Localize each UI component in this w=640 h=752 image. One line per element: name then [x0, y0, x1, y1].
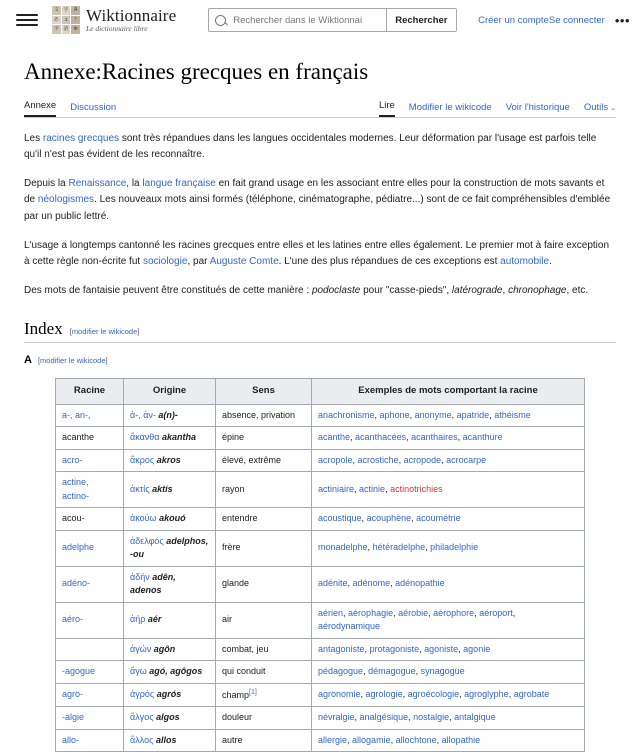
- table-row: [56, 661, 585, 684]
- cell-origine: [124, 508, 216, 531]
- greek-origin-link[interactable]: ἄκανθα: [130, 432, 160, 442]
- text-fragment: . Les nouveaux mots ainsi formés (téléphone, cinématographe, pédiatre...) sont de ce fait compréhensibles d'emblée par un public lettré.: [24, 194, 611, 222]
- cell-racine: [56, 661, 124, 684]
- example-link[interactable]: athéisme: [494, 409, 531, 420]
- greek-origin-link[interactable]: ἀδελφός: [130, 535, 164, 546]
- cell-racine: [56, 707, 124, 730]
- link-auguste-comte[interactable]: Auguste Comte: [209, 255, 279, 267]
- italic-laterograde: latérograde: [451, 285, 503, 297]
- tab-outils[interactable]: [584, 103, 616, 117]
- edit-section-link[interactable]: [70, 327, 140, 336]
- text-fragment: Les: [24, 132, 43, 144]
- header-user-links: [478, 14, 630, 27]
- cell-sens: [216, 472, 312, 508]
- logo-tile-glyph: A: [71, 6, 80, 15]
- text-fragment: ,: [502, 285, 509, 297]
- cell-origine: [124, 404, 216, 427]
- wiktionary-logo-icon: [52, 6, 80, 34]
- cell-sens: [216, 404, 312, 427]
- link-automobile[interactable]: automobile: [500, 255, 550, 267]
- intro-paragraph-2: [24, 176, 616, 225]
- example-link[interactable]: acrostiche: [357, 454, 399, 465]
- cell-racine: [56, 427, 124, 450]
- example-link[interactable]: apatride: [456, 409, 490, 420]
- namespace-tabs-bar: [24, 96, 616, 118]
- cell-sens: [216, 602, 312, 638]
- logo-tile-glyph: 字: [63, 7, 69, 13]
- example-link[interactable]: agroglyphe: [464, 689, 509, 699]
- racine-link[interactable]: -agogue: [62, 666, 96, 676]
- example-link[interactable]: synagogue: [420, 666, 465, 676]
- table-row: [56, 602, 585, 638]
- sens-text: absence, privation: [222, 409, 296, 420]
- tab-annexe[interactable]: Annexe: [24, 101, 56, 117]
- example-link[interactable]: analgésique: [359, 712, 409, 722]
- table-row: [56, 638, 585, 661]
- view-tabs: [379, 96, 616, 117]
- tab-modifier-le-wikicode[interactable]: Modifier le wikicode: [408, 102, 492, 114]
- table-row: [56, 530, 585, 566]
- table-row: [56, 566, 585, 602]
- link-renaissance[interactable]: Renaissance: [68, 178, 127, 190]
- cell-sens: [216, 707, 312, 730]
- cell-exemples: aérien, aérophagie, aérobie, aérophore, aéroport, aérodynamique: [312, 602, 585, 638]
- cell-origine: [124, 566, 216, 602]
- racine-text: acou-: [62, 513, 85, 523]
- racine-link[interactable]: actine, actino-: [62, 477, 90, 501]
- edit-subsection-link[interactable]: [38, 356, 108, 365]
- table-row: [56, 508, 585, 531]
- edit-subsection-label: modifier le wikicode: [40, 356, 106, 366]
- racine-link[interactable]: adéno-: [62, 578, 91, 589]
- text-fragment: .: [549, 255, 552, 267]
- column-header-sens: Sens: [216, 379, 312, 404]
- intro-paragraph-1: [24, 131, 616, 163]
- sens-text: douleur: [222, 712, 253, 722]
- racine-link[interactable]: adelphe: [62, 542, 95, 553]
- cell-exemples: acanthe, acanthacées, acanthaires, acanthure: [312, 427, 585, 450]
- sens-text: rayon: [222, 483, 245, 494]
- example-link[interactable]: antagoniste: [318, 643, 365, 654]
- text-fragment: L'usage a longtemps cantonné les racines grecques entre elles et les latines entre elles également. Le premier mot à faire exception à cette règle non-écrite fut: [24, 239, 610, 267]
- table-row: [56, 683, 585, 707]
- example-link[interactable]: actiniaire: [318, 483, 355, 494]
- cell-sens: [216, 661, 312, 684]
- cell-racine: [56, 638, 124, 661]
- subsection-heading-text: A: [24, 354, 32, 367]
- cell-racine: [56, 472, 124, 508]
- example-link[interactable]: agonie: [463, 643, 491, 654]
- greek-origin-link[interactable]: ἄλγος: [130, 712, 154, 722]
- example-link[interactable]: aérobie: [398, 607, 429, 618]
- column-header-origine: Origine: [124, 379, 216, 404]
- cell-racine: [56, 530, 124, 566]
- cell-origine: [124, 707, 216, 730]
- transliteration-text: a(n)-: [158, 409, 178, 420]
- table-row: [56, 707, 585, 730]
- sens-text: glande: [222, 578, 250, 589]
- example-link[interactable]: aéroport: [479, 607, 513, 618]
- example-link[interactable]: acanthacées: [355, 432, 407, 442]
- example-link[interactable]: agrologie: [365, 689, 403, 699]
- example-link[interactable]: acoumétrie: [416, 513, 461, 523]
- cell-exemples: allergie, allogamie, allochtone, allopathie: [312, 729, 585, 752]
- intro-paragraph-3: [24, 238, 616, 270]
- cell-origine: [124, 602, 216, 638]
- racine-link[interactable]: agro-: [62, 689, 84, 699]
- cell-origine: [124, 661, 216, 684]
- example-link[interactable]: acanthure: [462, 432, 503, 442]
- example-link[interactable]: agrobate: [513, 689, 550, 699]
- cell-racine: [56, 729, 124, 752]
- text-fragment: , etc.: [566, 285, 589, 297]
- cell-origine: [124, 449, 216, 472]
- greek-origin-link[interactable]: ἀ-, ἀν-: [130, 409, 156, 420]
- example-link[interactable]: acropole: [318, 454, 353, 465]
- link-sociologie[interactable]: sociologie: [142, 255, 188, 267]
- transliteration-text: aktís: [152, 483, 173, 494]
- sens-text: qui conduit: [222, 666, 266, 676]
- transliteration-text: agrós: [156, 689, 182, 699]
- transliteration-text: akros: [156, 454, 181, 465]
- cell-exemples: pédagogue, démagogue, synagogue: [312, 661, 585, 684]
- transliteration-text: algos: [156, 712, 180, 722]
- sens-text: champ: [222, 689, 250, 700]
- text-fragment: Depuis la: [24, 178, 69, 190]
- racine-link[interactable]: -algie: [62, 712, 85, 722]
- example-link[interactable]: allergie: [318, 734, 348, 745]
- cell-exemples: anachronisme, aphone, anonyme, apatride, athéisme: [312, 404, 585, 427]
- text-fragment: pour "casse-pieds",: [360, 285, 452, 297]
- login-link[interactable]: Se connecter: [548, 14, 605, 26]
- bracket-open: [: [37, 356, 41, 366]
- cell-sens: [216, 566, 312, 602]
- link-langue-francaise[interactable]: langue française: [142, 178, 216, 190]
- example-link[interactable]: protagoniste: [369, 643, 420, 654]
- greek-origin-link[interactable]: ἀκούω: [130, 513, 157, 523]
- example-link[interactable]: aérien: [318, 607, 344, 618]
- greek-origin-link[interactable]: ἀγρός: [130, 689, 155, 699]
- example-link[interactable]: acrocarpe: [446, 454, 487, 465]
- tab-lire[interactable]: Lire: [379, 101, 395, 117]
- search-icon: [215, 15, 226, 26]
- example-link[interactable]: agoniste: [424, 643, 459, 654]
- link-neologismes[interactable]: néologismes: [37, 194, 95, 206]
- table-row: [56, 472, 585, 508]
- cell-exemples: acoustique, acouphène, acoumétrie: [312, 508, 585, 531]
- transliteration-text: akouó: [159, 513, 186, 523]
- cell-racine: [56, 602, 124, 638]
- page-title: Annexe:Racines grecques en français: [24, 59, 369, 84]
- example-link[interactable]: adénome: [352, 578, 391, 589]
- transliteration-text: adelphos, -ou: [130, 535, 209, 559]
- greek-origin-link[interactable]: ἀήρ: [130, 614, 146, 625]
- chevron-down-icon: ⌄: [610, 105, 616, 113]
- cell-racine: [56, 508, 124, 531]
- cell-origine: [124, 638, 216, 661]
- logo-tile-glyph: あ: [53, 16, 59, 23]
- link-racines-grecques[interactable]: racines grecques: [42, 132, 120, 144]
- cell-sens: [216, 449, 312, 472]
- racine-link[interactable]: allo-: [62, 734, 80, 745]
- table-body: [56, 404, 585, 752]
- table-row: [56, 449, 585, 472]
- bracket-open: [: [69, 327, 72, 337]
- tab-discussion[interactable]: Discussion: [70, 102, 117, 114]
- example-link[interactable]: agronomie: [318, 689, 361, 699]
- racines-table: [55, 378, 585, 752]
- sens-text: air: [222, 614, 233, 625]
- edit-section-label: modifier le wikicode: [71, 327, 138, 337]
- greek-origin-link[interactable]: ἄγω: [130, 666, 147, 676]
- racine-link[interactable]: a-, an-,: [62, 409, 91, 420]
- brand-text: [86, 7, 176, 34]
- namespace-tabs: [24, 96, 116, 117]
- text-fragment: en fait grand usage en les associant entre elles pour la construction de mots savants et de: [24, 178, 605, 206]
- logo-tile-glyph: 字: [53, 26, 59, 33]
- column-header-exemples: Exemples de mots comportant la racine: [312, 379, 585, 404]
- cell-exemples: agronomie, agrologie, agroécologie, agroglyphe, agrobate: [312, 683, 585, 707]
- table-row: [56, 427, 585, 450]
- sens-text: entendre: [222, 513, 258, 523]
- greek-origin-link[interactable]: ἄκρος: [130, 454, 155, 465]
- page-content: [0, 58, 640, 752]
- sens-text: épine: [222, 432, 245, 442]
- transliteration-text: akantha: [162, 432, 197, 442]
- text-fragment: Des mots de fantaisie peuvent être constitués de cette manière :: [24, 285, 312, 297]
- cell-sens: [216, 683, 312, 707]
- greek-origin-link[interactable]: ἄλλος: [130, 734, 154, 745]
- example-link[interactable]: adénite: [318, 578, 348, 589]
- greek-origin-link[interactable]: ἀκτίς: [130, 483, 150, 494]
- brand-subtitle: Le dictionnaire libre: [86, 24, 148, 34]
- greek-origin-link[interactable]: ἀγών: [130, 643, 152, 654]
- logo-tile-glyph: 文: [53, 7, 59, 13]
- cell-origine: [124, 427, 216, 450]
- example-link[interactable]: actinie: [359, 483, 386, 494]
- subsection-heading-a: [24, 354, 616, 366]
- tab-outils-label: Outils: [583, 102, 609, 114]
- reference-marker[interactable]: [1]: [249, 688, 257, 696]
- cell-sens: [216, 638, 312, 661]
- cell-exemples: adénite, adénome, adénopathie: [312, 566, 585, 602]
- table-head: [56, 379, 585, 404]
- italic-chronophage: chronophage: [508, 285, 567, 297]
- example-link[interactable]: allogamie: [352, 734, 391, 745]
- intro-paragraph-4: [24, 283, 616, 299]
- example-link[interactable]: aphone: [379, 409, 410, 420]
- transliteration-text: aér: [147, 614, 162, 625]
- example-link[interactable]: aérophagie: [348, 607, 394, 618]
- sens-text: autre: [222, 734, 243, 745]
- more-options-icon[interactable]: •••: [614, 12, 630, 28]
- cell-exemples: névralgie, analgésique, nostalgie, antalgique: [312, 707, 585, 730]
- search-input[interactable]: [231, 14, 380, 27]
- cell-sens: [216, 530, 312, 566]
- cell-racine: [56, 404, 124, 427]
- racine-link[interactable]: aéro-: [62, 614, 84, 625]
- example-link[interactable]: agroécologie: [407, 689, 460, 699]
- column-header-racine: Racine: [56, 379, 124, 404]
- cell-exemples: antagoniste, protagoniste, agoniste, agonie: [312, 638, 585, 661]
- table-row: [56, 729, 585, 752]
- example-link[interactable]: acanthe: [318, 432, 351, 442]
- section-heading-text: Index: [24, 319, 63, 339]
- example-red-link[interactable]: actinotrichies: [390, 483, 443, 494]
- logo-tile-glyph: 語: [63, 26, 69, 33]
- example-link[interactable]: aérodynamique: [318, 621, 381, 631]
- example-link[interactable]: anachronisme: [318, 409, 375, 420]
- logo-tile-glyph: क: [71, 25, 80, 34]
- example-link[interactable]: anonyme: [414, 409, 452, 420]
- cell-racine: [56, 683, 124, 707]
- cell-sens: [216, 427, 312, 450]
- table-row: [56, 404, 585, 427]
- example-link[interactable]: hétéradelphe: [372, 542, 426, 553]
- example-link[interactable]: monadelphe: [318, 542, 368, 553]
- cell-exemples: monadelphe, hétéradelphe, philadelphie: [312, 530, 585, 566]
- text-fragment: . L'une des plus répandues de ces exceptions est: [278, 255, 501, 267]
- hamburger-icon[interactable]: [16, 9, 38, 31]
- example-link[interactable]: démagogue: [368, 666, 416, 676]
- logo-tile-glyph: ב: [62, 16, 71, 25]
- cell-origine: [124, 683, 216, 707]
- logo-tile-glyph: ᛉ: [71, 16, 80, 25]
- text-fragment: , par: [187, 255, 210, 267]
- text-fragment: , la: [126, 178, 143, 190]
- example-link[interactable]: acouphène: [366, 513, 412, 523]
- example-link[interactable]: pédagogue: [318, 666, 364, 676]
- example-link[interactable]: névralgie: [318, 712, 355, 722]
- transliteration-text: adên, adenos: [130, 571, 176, 595]
- example-link[interactable]: adénopathie: [395, 578, 445, 589]
- transliteration-text: agó, agôgos: [149, 666, 203, 676]
- create-account-link[interactable]: Créer un compte: [478, 14, 549, 26]
- cell-exemples: actiniaire, actinie, actinotrichies: [312, 472, 585, 508]
- example-link[interactable]: antalgique: [454, 712, 496, 722]
- cell-origine: [124, 530, 216, 566]
- example-link[interactable]: philadelphie: [430, 542, 479, 553]
- transliteration-text: allos: [155, 734, 177, 745]
- brand-title: Wiktionnaire: [86, 5, 177, 25]
- text-fragment: sont très répandues dans les langues occidentales modernes. Leur déformation par l'usage est parfois telle qu'il n'est pas évident de les reconnaître.: [24, 132, 597, 160]
- cell-origine: [124, 729, 216, 752]
- search-box[interactable]: [208, 8, 386, 32]
- cell-racine: [56, 449, 124, 472]
- cell-origine: [124, 472, 216, 508]
- italic-podoclaste: podoclaste: [311, 285, 361, 297]
- cell-exemples: acropole, acrostiche, acropode, acrocarpe: [312, 449, 585, 472]
- example-link[interactable]: acoustique: [318, 513, 362, 523]
- cell-racine: [56, 566, 124, 602]
- greek-origin-link[interactable]: ἀδήν: [130, 571, 150, 582]
- sens-text: frère: [222, 542, 241, 553]
- example-link[interactable]: aérophore: [433, 607, 475, 618]
- racine-link[interactable]: acro-: [62, 454, 83, 465]
- section-heading-index: [24, 319, 616, 343]
- table-header-row: [56, 379, 585, 404]
- example-link[interactable]: acropode: [403, 454, 442, 465]
- sens-text: élevé, extrême: [222, 454, 282, 465]
- search-submit-button[interactable]: Rechercher: [386, 8, 456, 32]
- transliteration-text: agôn: [153, 643, 176, 654]
- example-link[interactable]: allochtone: [395, 734, 437, 745]
- search-form: [208, 8, 456, 32]
- example-link[interactable]: allopathie: [441, 734, 481, 745]
- example-link[interactable]: acanthaires: [411, 432, 458, 442]
- bracket-close: ]: [137, 327, 140, 337]
- tab-voir-historique[interactable]: Voir l'historique: [505, 102, 570, 114]
- bracket-close: ]: [105, 356, 108, 366]
- sens-text: combat, jeu: [222, 643, 269, 654]
- racine-text: acanthe: [62, 432, 95, 442]
- example-link[interactable]: nostalgie: [413, 712, 450, 722]
- site-header: [0, 0, 640, 40]
- site-logo-brand[interactable]: [52, 6, 176, 34]
- cell-sens: [216, 508, 312, 531]
- cell-sens: [216, 729, 312, 752]
